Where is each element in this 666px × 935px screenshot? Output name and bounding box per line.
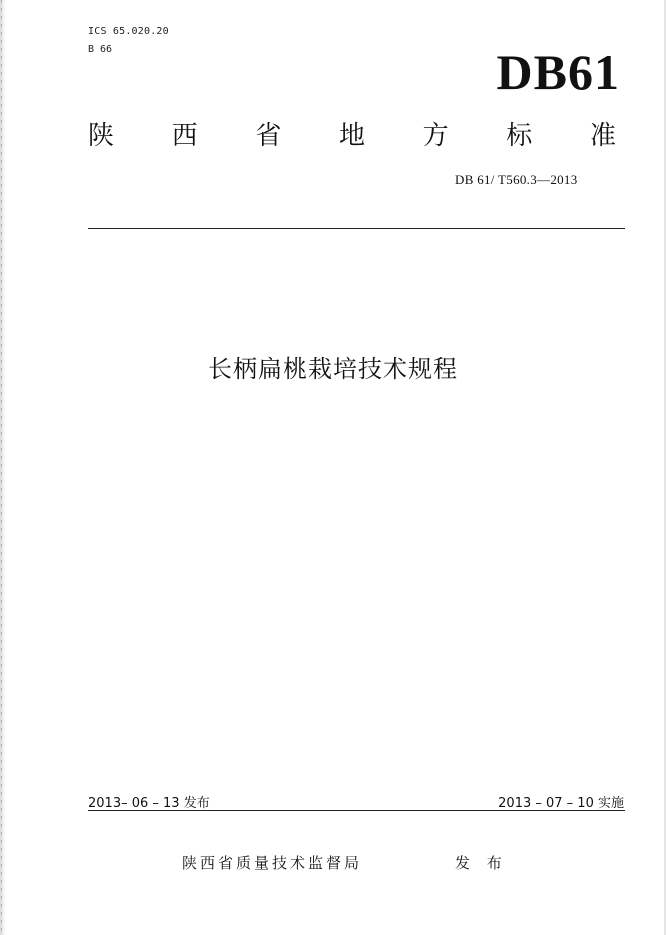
standard-type-char: 省 <box>255 121 282 151</box>
header-divider <box>88 228 625 229</box>
document-title: 长柄扁桃栽培技术规程 <box>208 355 458 383</box>
standard-type-char: 准 <box>589 121 616 151</box>
issuing-authority: 陕西省质量技术监督局 <box>182 854 363 872</box>
implementation-date: 2013 – 07 – 10 实施 <box>498 796 624 811</box>
standard-type-char: 陕 <box>88 121 115 151</box>
standard-number: DB 61/ T560.3—2013 <box>455 172 578 187</box>
standard-brand-mark: DB61 <box>496 44 620 100</box>
ccs-code: B 66 <box>88 44 113 55</box>
ics-code: ICS 65.020.20 <box>88 26 169 37</box>
standard-type-char: 标 <box>506 121 533 151</box>
standard-type-char: 方 <box>422 121 449 151</box>
issue-date: 2013– 06 – 13 发布 <box>88 796 210 811</box>
standard-type-char: 西 <box>171 121 198 151</box>
footer-divider <box>88 810 625 811</box>
standard-type-char: 地 <box>338 121 365 151</box>
issuing-action: 发 布 <box>455 854 508 872</box>
scan-binding-edge <box>0 0 6 935</box>
standard-type-heading <box>88 119 616 153</box>
